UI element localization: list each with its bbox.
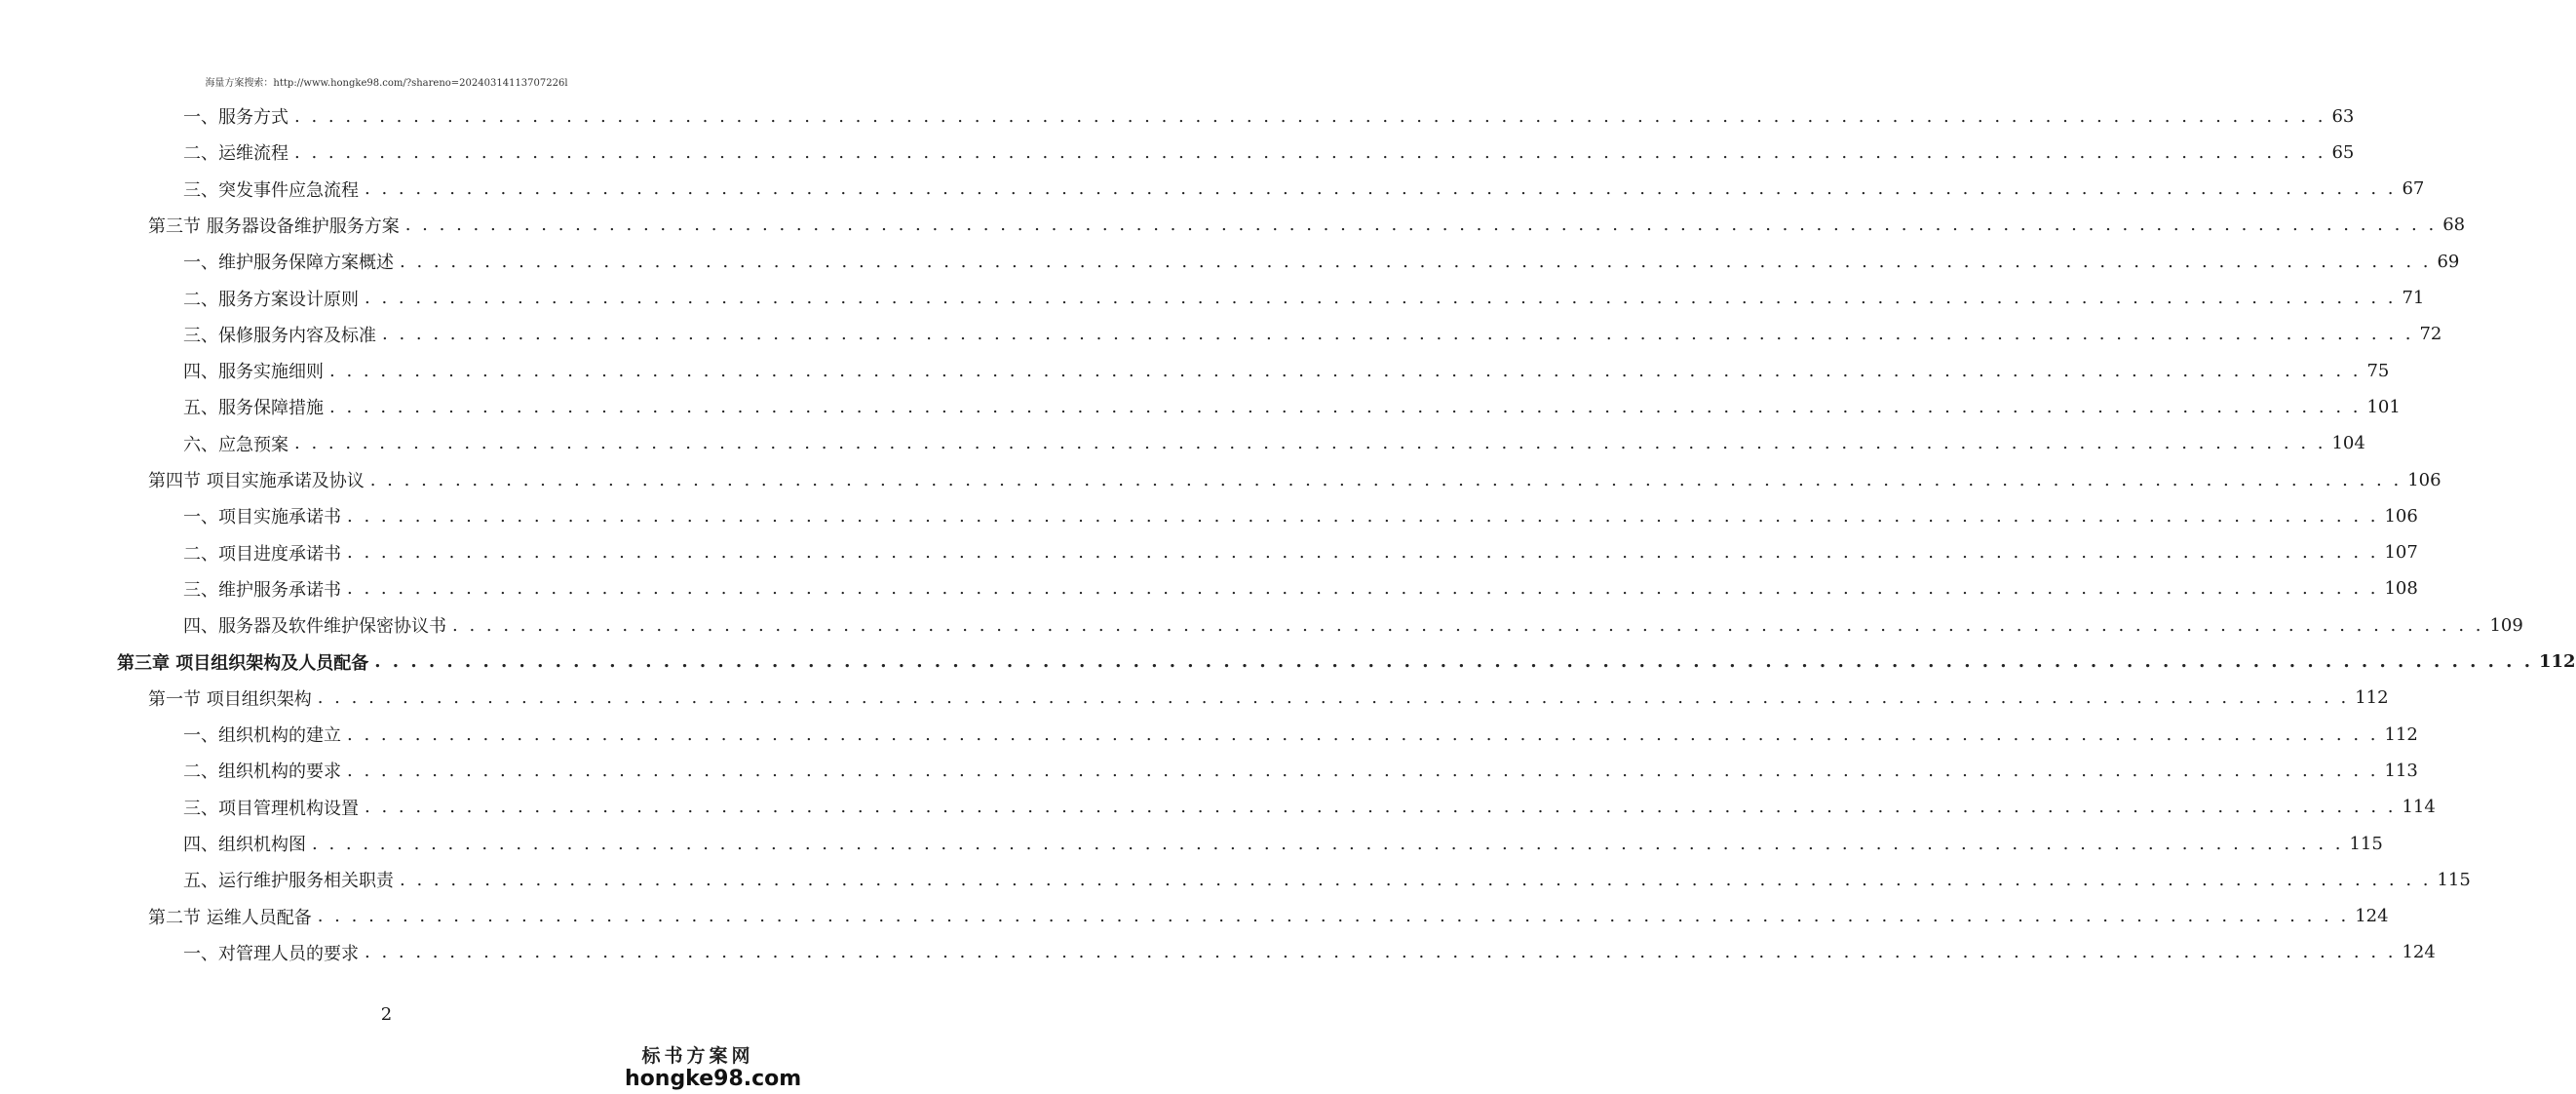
toc-dot-leader: . . . . . . . . . . . . . . . . . . . . . . . . . . . . . . . . . . . . . . . . . . . . . . . . . . . . . . . . . . . . . . . . . . . . . . . . . . . . . . . . . . . . . . . . . . . . . . . . . . . . . . . . . . . . . . . . . . . . . . . .: [347, 505, 2379, 527]
toc-entry: [183, 427, 2365, 460]
toc-entry: [148, 209, 2466, 242]
toc-entry-title: 三、项目管理机构设置: [183, 798, 359, 819]
toc-entry-title: 二、运维流程: [183, 143, 288, 165]
toc-entry-title: 第三节 服务器设备维护服务方案: [148, 215, 400, 237]
toc-entry: [183, 245, 2460, 278]
toc-entry-page: 112: [2538, 651, 2576, 672]
watermark-logo: [596, 1041, 802, 1091]
toc-entry: [183, 608, 2523, 642]
toc-dot-leader: . . . . . . . . . . . . . . . . . . . . . . . . . . . . . . . . . . . . . . . . . . . . . . . . . . . . . . . . . . . . . . . . . . . . . . . . . . . . . . . . . . . . . . . . . . . . . . . . . . . . . . . . . . . . . . . . . . . . . . . .: [369, 469, 2403, 490]
toc-entry-page: 114: [2402, 797, 2436, 818]
toc-entry: [183, 754, 2418, 787]
toc-dot-leader: . . . . . . . . . . . . . . . . . . . . . . . . . . . . . . . . . . . . . . . . . . . . . . . . . . . . . . . . . . . . . . . . . . . . . . . . . . . . . . . . . . . . . . . . . . . . . . . . . . . . . . . . . . . . . . . . . . . . . . . .: [400, 869, 2432, 890]
toc-dot-leader: . . . . . . . . . . . . . . . . . . . . . . . . . . . . . . . . . . . . . . . . . . . . . . . . . . . . . . . . . . . . . . . . . . . . . . . . . . . . . . . . . . . . . . . . . . . . . . . . . . . . . . . . . . . . . . . . . . . . . . . .: [347, 542, 2379, 564]
toc-entry: [117, 645, 2576, 679]
toc-entry-page: 112: [2384, 723, 2418, 745]
toc-dot-leader: . . . . . . . . . . . . . . . . . . . . . . . . . . . . . . . . . . . . . . . . . . . . . . . . . . . . . . . . . . . . . . . . . . . . . . . . . . . . . . . . . . . . . . . . . . . . . . . . . . . . . . . . . . . . . . . . . . . . . . . .: [382, 324, 2414, 345]
toc-entry-title: 第三章 项目组织架构及人员配备: [117, 652, 369, 674]
toc-dot-leader: . . . . . . . . . . . . . . . . . . . . . . . . . . . . . . . . . . . . . . . . . . . . . . . . . . . . . . . . . . . . . . . . . . . . . . . . . . . . . . . . . . . . . . . . . . . . . . . . . . . . . . . . . . . . . . . . . . . . . . . .: [374, 651, 2533, 672]
toc-entry: [183, 572, 2418, 606]
toc-entry: [183, 718, 2418, 751]
toc-entry-page: 67: [2402, 178, 2425, 200]
toc-entry-title: 一、项目实施承诺书: [183, 507, 341, 528]
toc-entry-page: 72: [2419, 324, 2442, 345]
page-number: 2: [380, 1004, 393, 1025]
toc-entry-page: 68: [2442, 215, 2466, 236]
toc-entry: [148, 682, 2389, 715]
toc-entry: [183, 536, 2418, 569]
toc-entry-title: 四、组织机构图: [183, 835, 306, 855]
toc-entry-title: 一、服务方式: [183, 107, 288, 128]
toc-entry-page: 106: [2407, 469, 2441, 490]
toc-entry-page: 75: [2366, 360, 2390, 381]
toc-entry: [183, 863, 2471, 896]
header-url: 海量方案搜索：http://www.hongke98.com/?shareno=20240314113707226l: [205, 78, 568, 89]
toc-entry-page: 108: [2384, 578, 2418, 600]
toc-dot-leader: . . . . . . . . . . . . . . . . . . . . . . . . . . . . . . . . . . . . . . . . . . . . . . . . . . . . . . . . . . . . . . . . . . . . . . . . . . . . . . . . . . . . . . . . . . . . . . . . . . . . . . . . . . . . . . . . . . . . . . . .: [365, 797, 2397, 818]
toc-dot-leader: . . . . . . . . . . . . . . . . . . . . . . . . . . . . . . . . . . . . . . . . . . . . . . . . . . . . . . . . . . . . . . . . . . . . . . . . . . . . . . . . . . . . . . . . . . . . . . . . . . . . . . . . . . . . . . . . . . . . . . . .: [347, 760, 2379, 781]
toc-dot-leader: . . . . . . . . . . . . . . . . . . . . . . . . . . . . . . . . . . . . . . . . . . . . . . . . . . . . . . . . . . . . . . . . . . . . . . . . . . . . . . . . . . . . . . . . . . . . . . . . . . . . . . . . . . . . . . . . . . . . . . . .: [294, 105, 2326, 127]
toc-entry-page: 124: [2355, 906, 2389, 927]
toc-entry: [183, 136, 2355, 169]
toc-entry: [183, 499, 2418, 532]
watermark-cn-text: 标书方案网: [641, 1045, 754, 1067]
toc-dot-leader: . . . . . . . . . . . . . . . . . . . . . . . . . . . . . . . . . . . . . . . . . . . . . . . . . . . . . . . . . . . . . . . . . . . . . . . . . . . . . . . . . . . . . . . . . . . . . . . . . . . . . . . . . . . . . . . . . . . . . . . .: [365, 178, 2397, 200]
toc-entry-title: 三、维护服务承诺书: [183, 579, 341, 601]
toc-dot-leader: . . . . . . . . . . . . . . . . . . . . . . . . . . . . . . . . . . . . . . . . . . . . . . . . . . . . . . . . . . . . . . . . . . . . . . . . . . . . . . . . . . . . . . . . . . . . . . . . . . . . . . . . . . . . . . . . . . . . . . . .: [317, 906, 2350, 927]
toc-entry: [183, 390, 2401, 423]
toc-entry: [183, 791, 2436, 824]
toc-entry-page: 107: [2384, 542, 2418, 564]
toc-entry-title: 第一节 项目组织架构: [148, 688, 312, 710]
toc-entry-title: 五、运行维护服务相关职责: [183, 871, 394, 892]
toc-entry-page: 113: [2384, 760, 2418, 781]
toc-entry-page: 106: [2384, 505, 2418, 527]
toc-dot-leader: . . . . . . . . . . . . . . . . . . . . . . . . . . . . . . . . . . . . . . . . . . . . . . . . . . . . . . . . . . . . . . . . . . . . . . . . . . . . . . . . . . . . . . . . . . . . . . . . . . . . . . . . . . . . . . . . . . . . . . . .: [329, 396, 2362, 417]
toc-entry-title: 三、突发事件应急流程: [183, 179, 359, 201]
toc-entry-title: 一、对管理人员的要求: [183, 943, 359, 964]
toc-entry-title: 四、服务实施细则: [183, 362, 324, 383]
toc-entry-title: 一、组织机构的建立: [183, 725, 341, 747]
toc-entry-page: 124: [2402, 942, 2436, 963]
toc-dot-leader: . . . . . . . . . . . . . . . . . . . . . . . . . . . . . . . . . . . . . . . . . . . . . . . . . . . . . . . . . . . . . . . . . . . . . . . . . . . . . . . . . . . . . . . . . . . . . . . . . . . . . . . . . . . . . . . . . . . . . . . .: [329, 360, 2362, 381]
toc-entry-title: 四、服务器及软件维护保密协议书: [183, 616, 446, 638]
toc-entry-page: 65: [2331, 141, 2355, 163]
toc-entry-page: 69: [2437, 251, 2460, 272]
toc-entry-page: 112: [2355, 687, 2389, 709]
toc-dot-leader: . . . . . . . . . . . . . . . . . . . . . . . . . . . . . . . . . . . . . . . . . . . . . . . . . . . . . . . . . . . . . . . . . . . . . . . . . . . . . . . . . . . . . . . . . . . . . . . . . . . . . . . . . . . . . . . . . . . . . . . .: [294, 141, 2326, 163]
toc-entry: [183, 936, 2436, 969]
toc-dot-leader: . . . . . . . . . . . . . . . . . . . . . . . . . . . . . . . . . . . . . . . . . . . . . . . . . . . . . . . . . . . . . . . . . . . . . . . . . . . . . . . . . . . . . . . . . . . . . . . . . . . . . . . . . . . . . . . . . . . . . . . .: [365, 288, 2397, 308]
toc-dot-leader: . . . . . . . . . . . . . . . . . . . . . . . . . . . . . . . . . . . . . . . . . . . . . . . . . . . . . . . . . . . . . . . . . . . . . . . . . . . . . . . . . . . . . . . . . . . . . . . . . . . . . . . . . . . . . . . . . . . . . . . .: [317, 687, 2350, 709]
toc-entry-page: 109: [2489, 614, 2523, 636]
toc-entry-page: 115: [2349, 833, 2383, 854]
toc-entry-page: 71: [2402, 288, 2425, 308]
toc-entry: [148, 900, 2389, 933]
toc-entry-title: 五、服务保障措施: [183, 398, 324, 419]
toc-entry-title: 二、组织机构的要求: [183, 762, 341, 783]
watermark-en-text: hongke98.com: [625, 1067, 802, 1091]
toc-entry: [183, 354, 2390, 387]
toc-dot-leader: . . . . . . . . . . . . . . . . . . . . . . . . . . . . . . . . . . . . . . . . . . . . . . . . . . . . . . . . . . . . . . . . . . . . . . . . . . . . . . . . . . . . . . . . . . . . . . . . . . . . . . . . . . . . . . . . . . . . . . . .: [294, 433, 2326, 454]
toc-entry: [183, 282, 2425, 315]
toc-dot-leader: . . . . . . . . . . . . . . . . . . . . . . . . . . . . . . . . . . . . . . . . . . . . . . . . . . . . . . . . . . . . . . . . . . . . . . . . . . . . . . . . . . . . . . . . . . . . . . . . . . . . . . . . . . . . . . . . . . . . . . . .: [365, 942, 2397, 963]
toc-entry-title: 第二节 运维人员配备: [148, 907, 312, 928]
toc-entry-title: 二、服务方案设计原则: [183, 289, 359, 310]
toc-entry-page: 63: [2331, 105, 2355, 127]
toc-entry: [183, 827, 2383, 860]
toc-entry-title: 六、应急预案: [183, 434, 288, 455]
toc-entry-title: 三、保修服务内容及标准: [183, 325, 376, 346]
toc-entry-page: 104: [2331, 433, 2365, 454]
toc-entry-title: 第四节 项目实施承诺及协议: [148, 471, 365, 491]
toc-entry-title: 二、项目进度承诺书: [183, 543, 341, 565]
toc-entry-page: 101: [2366, 396, 2401, 417]
toc-entry: [183, 99, 2355, 133]
toc-dot-leader: . . . . . . . . . . . . . . . . . . . . . . . . . . . . . . . . . . . . . . . . . . . . . . . . . . . . . . . . . . . . . . . . . . . . . . . . . . . . . . . . . . . . . . . . . . . . . . . . . . . . . . . . . . . . . . . . . . . . . . . .: [347, 578, 2379, 600]
toc-entry-page: 115: [2437, 869, 2471, 890]
toc-entry: [183, 173, 2425, 206]
toc-dot-leader: . . . . . . . . . . . . . . . . . . . . . . . . . . . . . . . . . . . . . . . . . . . . . . . . . . . . . . . . . . . . . . . . . . . . . . . . . . . . . . . . . . . . . . . . . . . . . . . . . . . . . . . . . . . . . . . . . . . . . . . .: [347, 723, 2379, 745]
toc-dot-leader: . . . . . . . . . . . . . . . . . . . . . . . . . . . . . . . . . . . . . . . . . . . . . . . . . . . . . . . . . . . . . . . . . . . . . . . . . . . . . . . . . . . . . . . . . . . . . . . . . . . . . . . . . . . . . . . . . . . . . . . .: [312, 833, 2344, 854]
toc-entry: [148, 463, 2441, 496]
toc-dot-leader: . . . . . . . . . . . . . . . . . . . . . . . . . . . . . . . . . . . . . . . . . . . . . . . . . . . . . . . . . . . . . . . . . . . . . . . . . . . . . . . . . . . . . . . . . . . . . . . . . . . . . . . . . . . . . . . . . . . . . . . .: [400, 251, 2432, 272]
toc-dot-leader: . . . . . . . . . . . . . . . . . . . . . . . . . . . . . . . . . . . . . . . . . . . . . . . . . . . . . . . . . . . . . . . . . . . . . . . . . . . . . . . . . . . . . . . . . . . . . . . . . . . . . . . . . . . . . . . . . . . . . . . .: [452, 614, 2484, 636]
toc-dot-leader: . . . . . . . . . . . . . . . . . . . . . . . . . . . . . . . . . . . . . . . . . . . . . . . . . . . . . . . . . . . . . . . . . . . . . . . . . . . . . . . . . . . . . . . . . . . . . . . . . . . . . . . . . . . . . . . . . . . . . . . .: [404, 215, 2438, 236]
toc-entry: [183, 318, 2442, 351]
toc-entry-title: 一、维护服务保障方案概述: [183, 253, 394, 274]
